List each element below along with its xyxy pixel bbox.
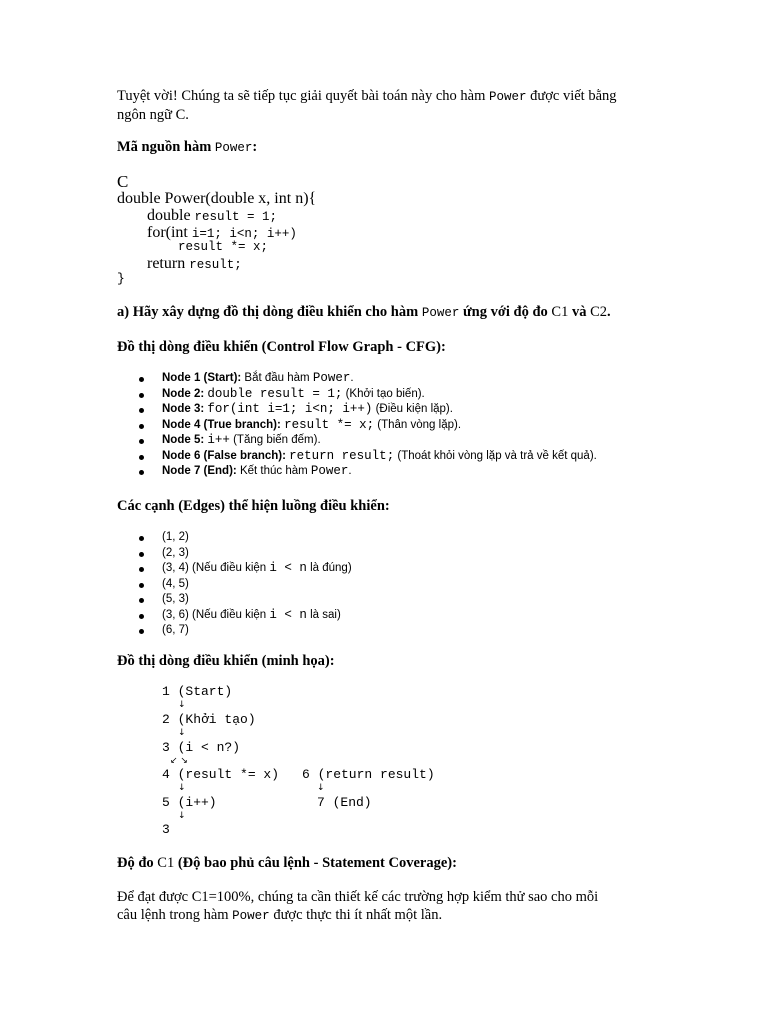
list-item: [0, 592, 352, 608]
bullet-icon: [139, 393, 144, 398]
graph-node-7: 7 (End): [317, 795, 372, 810]
node-label: Node 1 (Start):: [162, 372, 242, 384]
graph-node-5: 5 (i++): [162, 795, 217, 810]
edge-text: (5, 3): [162, 593, 189, 605]
code-line-5-rest: result;: [189, 258, 242, 272]
bullet-icon: [139, 470, 144, 475]
code-line-6: }: [117, 271, 125, 286]
code-line-4: result *= x;: [178, 240, 269, 254]
node-label: Node 3:: [162, 403, 205, 415]
intro-paragraph: [117, 88, 657, 124]
c1-heading-rest: (Độ bao phủ câu lệnh - Statement Coverage):: [174, 855, 457, 871]
c1-heading-c1: C1: [157, 855, 175, 871]
node-code: Power: [312, 371, 351, 385]
node-list: [0, 371, 597, 480]
intro-text-a: Tuyệt vời! Chúng ta sẽ tiếp tục giải quyết bài toán này cho hàm: [117, 88, 489, 104]
list-item: [0, 449, 597, 465]
edge-text: (2, 3): [162, 546, 189, 559]
list-item: [0, 464, 597, 480]
c1-heading-prefix: Độ đo: [117, 855, 158, 871]
edge-text: (4, 5): [162, 577, 189, 590]
code-line-3-keyword: for(int: [147, 224, 192, 241]
cfg-heading: Đồ thị dòng điều khiển (Control Flow Graph - CFG):: [117, 339, 446, 355]
node-code: double result = 1;: [207, 386, 343, 401]
arrow-down-icon: ↓: [178, 728, 186, 738]
edge-text: (1, 2): [162, 531, 189, 543]
question-a-mid: ứng với độ đo: [459, 304, 552, 320]
arrow-down-icon: ↓: [178, 811, 186, 821]
bullet-icon: [139, 536, 144, 541]
node-post: (Điều kiện lặp).: [372, 403, 453, 415]
arrow-down-icon: ↓: [178, 700, 186, 710]
source-heading: [117, 139, 257, 156]
bullet-icon: [139, 377, 144, 382]
bullet-icon: [139, 424, 144, 429]
node-post: .: [350, 372, 354, 384]
bullet-icon: [139, 408, 144, 413]
bullet-icon: [139, 439, 144, 444]
intro-text-b: được viết bằng: [526, 88, 617, 104]
edge-post: là sai): [306, 608, 341, 621]
edge-text: (3, 6) (Nếu điều kiện: [162, 608, 270, 621]
graph-node-3-return: 3: [162, 822, 170, 837]
list-item: [0, 577, 352, 593]
node-pre: Bắt đầu hàm: [241, 372, 313, 384]
c1-paragraph: [117, 889, 677, 925]
c1-para-line1: Để đạt được C1=100%, chúng ta cần thiết kế các trường hợp kiểm thử sao cho mỗi: [117, 889, 599, 905]
code-line-5-keyword: return: [147, 255, 190, 272]
graph-node-2: 2 (Khởi tạo): [162, 712, 256, 727]
code-line-1: double Power(double x, int n){: [117, 190, 317, 207]
source-heading-colon: :: [252, 139, 258, 155]
list-item: [0, 623, 352, 639]
question-a-end: .: [607, 304, 611, 320]
code-line-5: [147, 255, 242, 273]
list-item: [0, 387, 597, 403]
arrow-down-icon: ↓: [178, 783, 186, 793]
node-label: Node 6 (False branch):: [162, 449, 286, 462]
code-lang-label: C: [117, 172, 129, 191]
graph-node-4: 4 (result *= x): [162, 767, 280, 782]
intro-code-power: Power: [488, 90, 527, 104]
node-post: (Tăng biến đếm).: [229, 434, 321, 446]
question-a-code: Power: [421, 306, 460, 320]
graph-node-6: 6 (return result): [302, 767, 435, 782]
node-code: return result;: [289, 448, 395, 463]
edge-post: là đúng): [306, 562, 352, 574]
list-item: [0, 561, 352, 577]
bullet-icon: [139, 629, 144, 634]
question-a-c1: C1: [551, 304, 569, 320]
cfg-illustration: [162, 684, 562, 844]
question-a-and: và: [568, 304, 591, 320]
node-label: Node 5:: [162, 434, 205, 446]
arrow-down-icon: ↓: [317, 783, 325, 793]
bullet-icon: [139, 614, 144, 619]
node-label: Node 2:: [162, 387, 205, 400]
list-item: [0, 371, 597, 387]
node-post: (Khởi tạo biến).: [342, 387, 425, 400]
node-code: result *= x;: [284, 417, 375, 432]
edges-heading: Các cạnh (Edges) thể hiện luồng điều khiển:: [117, 498, 390, 514]
arrow-split-icon: ↙ ↘: [170, 756, 188, 766]
edge-text: (3, 4) (Nếu điều kiện: [162, 562, 270, 574]
question-a-c2: C2: [590, 304, 608, 320]
node-post: (Thoát khỏi vòng lặp và trả về kết quả).: [394, 449, 597, 462]
bullet-icon: [139, 567, 144, 572]
list-item: [0, 546, 352, 562]
intro-line2: ngôn ngữ C.: [117, 106, 189, 123]
edge-code: i < n: [269, 561, 307, 575]
bullet-icon: [139, 455, 144, 460]
code-line-2: [147, 207, 277, 225]
node-post: (Thân vòng lặp).: [374, 418, 462, 431]
source-heading-label: Mã nguồn hàm: [117, 139, 215, 155]
c1-para-line2a: câu lệnh trong hàm: [117, 906, 233, 923]
code-line-2-keyword: double: [147, 207, 195, 224]
c1-para-line2b: được thực thi ít nhất một lần.: [269, 906, 443, 923]
list-item: [0, 530, 352, 546]
question-a-heading: [117, 304, 611, 321]
node-code: for(int i=1; i<n; i++): [207, 402, 373, 416]
code-line-2-rest: result = 1;: [194, 210, 278, 224]
c1-para-code: Power: [232, 908, 270, 923]
node-code: Power: [310, 464, 349, 478]
list-item: [0, 433, 597, 449]
list-item: [0, 608, 352, 624]
c1-heading: [117, 855, 457, 872]
graph-node-1: 1 (Start): [162, 684, 233, 699]
node-code: i++: [207, 433, 230, 447]
question-a-prefix: a) Hãy xây dựng đồ thị dòng điều khiển cho hàm: [117, 304, 422, 320]
source-heading-code: Power: [214, 141, 253, 155]
bullet-icon: [139, 583, 144, 588]
list-item: [0, 402, 597, 418]
edge-text: (6, 7): [162, 624, 189, 636]
node-label: Node 4 (True branch):: [162, 418, 281, 431]
graph-node-3: 3 (i < n?): [162, 740, 241, 755]
node-pre: Kết thúc hàm: [236, 465, 311, 477]
node-post: .: [348, 465, 352, 477]
bullet-icon: [139, 552, 144, 557]
edge-list: [0, 530, 352, 639]
illustration-heading: Đồ thị dòng điều khiển (minh họa):: [117, 653, 335, 669]
bullet-icon: [139, 598, 144, 603]
edge-code: i < n: [269, 607, 307, 622]
node-label: Node 7 (End):: [162, 465, 237, 477]
list-item: [0, 418, 597, 434]
code-line-3-rest: i=1; i<n; i++): [191, 227, 297, 241]
